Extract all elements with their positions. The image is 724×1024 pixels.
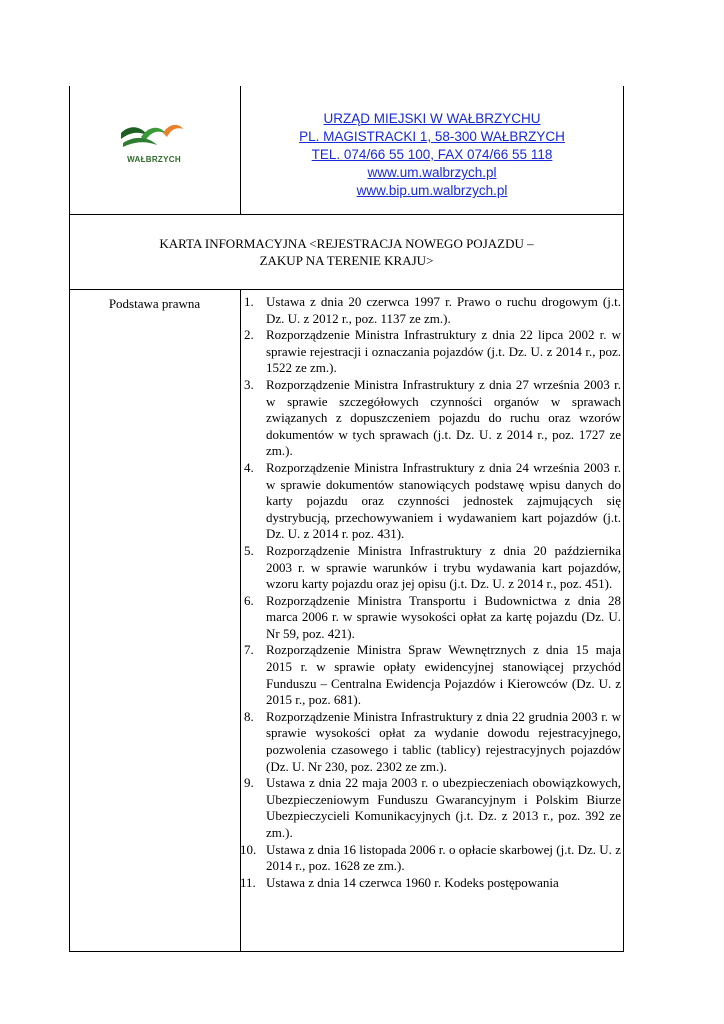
card-title-line-1: KARTA INFORMACYJNA <REJESTRACJA NOWEGO POJAZDU – [159,236,534,251]
list-item: 4. Rozporządzenie Ministra Infrastruktury z dnia 24 września 2003 r. w sprawie dokumentów stanowiących podstawę wpisu danych do karty pojazdu oraz czynności jednostek zajmujących się dystrybucją, przechowywaniem i wydawaniem kart pojazdów (j.t. Dz. U. z 2014 r. poz. 431). [244,459,621,542]
office-address-link[interactable]: PL. MAGISTRACKI 1, 58-300 WAŁBRZYCH [299,129,565,144]
office-header [241,110,623,200]
list-item: 1. Ustawa z dnia 20 czerwca 1997 r. Prawo o ruchu drogowym (j.t. Dz. U. z 2012 r., poz. 1137 ze zm.). [244,294,621,326]
list-item: 2. Rozporządzenie Ministra Infrastruktury z dnia 22 lipca 2002 r. w sprawie rejestracji i oznaczania pojazdów (j.t. Dz. U. z 2014 r., poz. 1522 ze zm.). [244,327,621,376]
list-item: 8. Rozporządzenie Ministra Infrastruktury z dnia 22 grudnia 2003 r. w sprawie wysokości opłat za wydanie dowodu rejestracyjnego, pozwolenia czasowego i tablic (tablicy) rejestracyjnych pojazdów (Dz. U. Nr 230, poz. 2302 ze zm.). [244,708,621,774]
table-border-bottom [69,951,624,952]
list-item: 6. Rozporządzenie Ministra Transportu i Budownictwa z dnia 28 marca 2006 r. w sprawie wysokości opłat za kartę pojazdu (Dz. U. Nr 59, poz. 421). [244,592,621,641]
legal-basis-list [241,294,621,891]
website-link[interactable]: www.um.walbrzych.pl [367,165,497,180]
list-item: 11. Ustawa z dnia 14 czerwca 1960 r. Kodeks postępowania [240,874,559,890]
list-item: 7. Rozporządzenie Ministra Spraw Wewnętrznych z dnia 15 maja 2015 r. w sprawie opłaty ewidencyjnej stanowiącej przychód Funduszu – Centralna Ewidencja Pojazdów i Kierowców (Dz. U. z 2015 r., poz. 681). [244,642,621,708]
legal-basis-label: Podstawa prawna [108,296,201,311]
office-name-link[interactable]: URZĄD MIEJSKI W WAŁBRZYCHU [323,111,541,126]
logo-text: WAŁBRZYCH [127,155,181,164]
table-border-left [69,86,70,952]
city-logo [109,119,199,169]
office-phone-link[interactable]: TEL. 074/66 55 100, FAX 074/66 55 118 [311,147,553,162]
walbrzych-logo-icon [109,119,199,159]
list-item: 9. Ustawa z dnia 22 maja 2003 r. o ubezpieczeniach obowiązkowych, Ubezpieczeniowym Funduszu Gwarancyjnym i Polskim Biurze Ubezpieczycieli Komunikacyjnych (j.t. Dz. z 2013 r., poz. 392 ze zm.). [244,775,621,840]
card-title [69,235,624,269]
card-title-line-2: ZAKUP NA TERENIE KRAJU> [259,253,434,268]
table-row-divider-2 [69,289,624,290]
table-row-divider-1 [69,214,624,215]
list-item: 10. Ustawa z dnia 16 listopada 2006 r. o opłacie skarbowej (j.t. Dz. U. z 2014 r., poz. 1628 ze zm.). [240,841,621,874]
bip-website-link[interactable]: www.bip.um.walbrzych.pl [356,183,508,198]
list-item: 3. Rozporządzenie Ministra Infrastruktury z dnia 27 września 2003 r. w sprawie szczegółowych czynności organów w sprawach związanych z dopuszczeniem pojazdu do ruchu oraz wzorów dokumentów w tych sprawach (j.t. Dz. U. z 2014 r., poz. 1727 ze zm.). [244,376,621,459]
table-border-right [623,86,624,952]
list-item: 5. Rozporządzenie Ministra Infrastruktury z dnia 20 października 2003 r. w sprawie warunków i trybu wydawania kart pojazdów, wzoru karty pojazdu oraz jej opisu (j.t. Dz. U. z 2014 r., poz. 451). [244,542,621,592]
info-card-table [69,86,624,952]
